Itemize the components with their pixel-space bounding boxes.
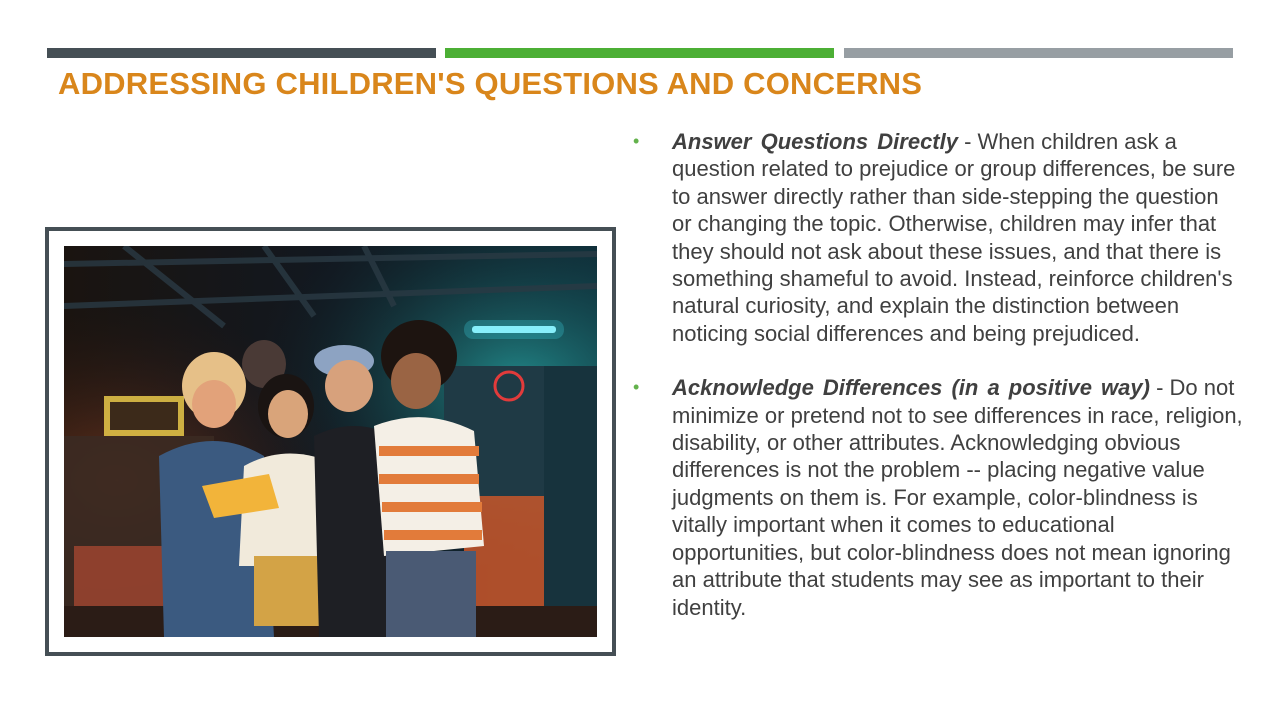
slide-title: ADDRESSING CHILDREN'S QUESTIONS AND CONCERNS bbox=[58, 66, 923, 101]
accent-bar-dark bbox=[47, 48, 436, 58]
bullet-separator: - bbox=[957, 129, 978, 154]
bullet-dot-icon: • bbox=[633, 377, 640, 398]
photo-illustration bbox=[64, 246, 597, 637]
bullet-heading: Answer Questions Directly bbox=[672, 129, 958, 154]
bullet-body: Do not minimize or pretend not to see differences in race, religion, disability, or other attributes. Acknowledging obvious differences is not the problem -- placing negative value judgments on them is. For example, color-blindness is vitally important when it comes to educational opportunities, but color-blindness does not mean ignoring an attribute that students may see as important to their identity. bbox=[672, 375, 1243, 620]
bullet-dot-icon: • bbox=[633, 131, 640, 151]
bullet-body: When children ask a question related to prejudice or group differences, be sure to answer directly rather than side-stepping the question or changing the topic. Otherwise, children may infer that they should not ask about these issues, and that there is something shameful to avoid. Instead, reinforce children's natural curiosity, and explain the distinction between noticing social differences and being prejudiced. bbox=[672, 129, 1236, 346]
accent-bar-green bbox=[445, 48, 834, 58]
photo-frame bbox=[45, 227, 616, 656]
bullet-heading: Acknowledge Differences (in a positive way) bbox=[672, 375, 1150, 401]
bullet-acknowledge-differences bbox=[633, 374, 1243, 621]
bullet-list bbox=[633, 128, 1243, 648]
children-reading-photo bbox=[64, 246, 597, 637]
bullet-answer-questions bbox=[633, 128, 1243, 347]
accent-bar-gray bbox=[844, 48, 1233, 58]
bullet-separator: - bbox=[1149, 375, 1170, 401]
